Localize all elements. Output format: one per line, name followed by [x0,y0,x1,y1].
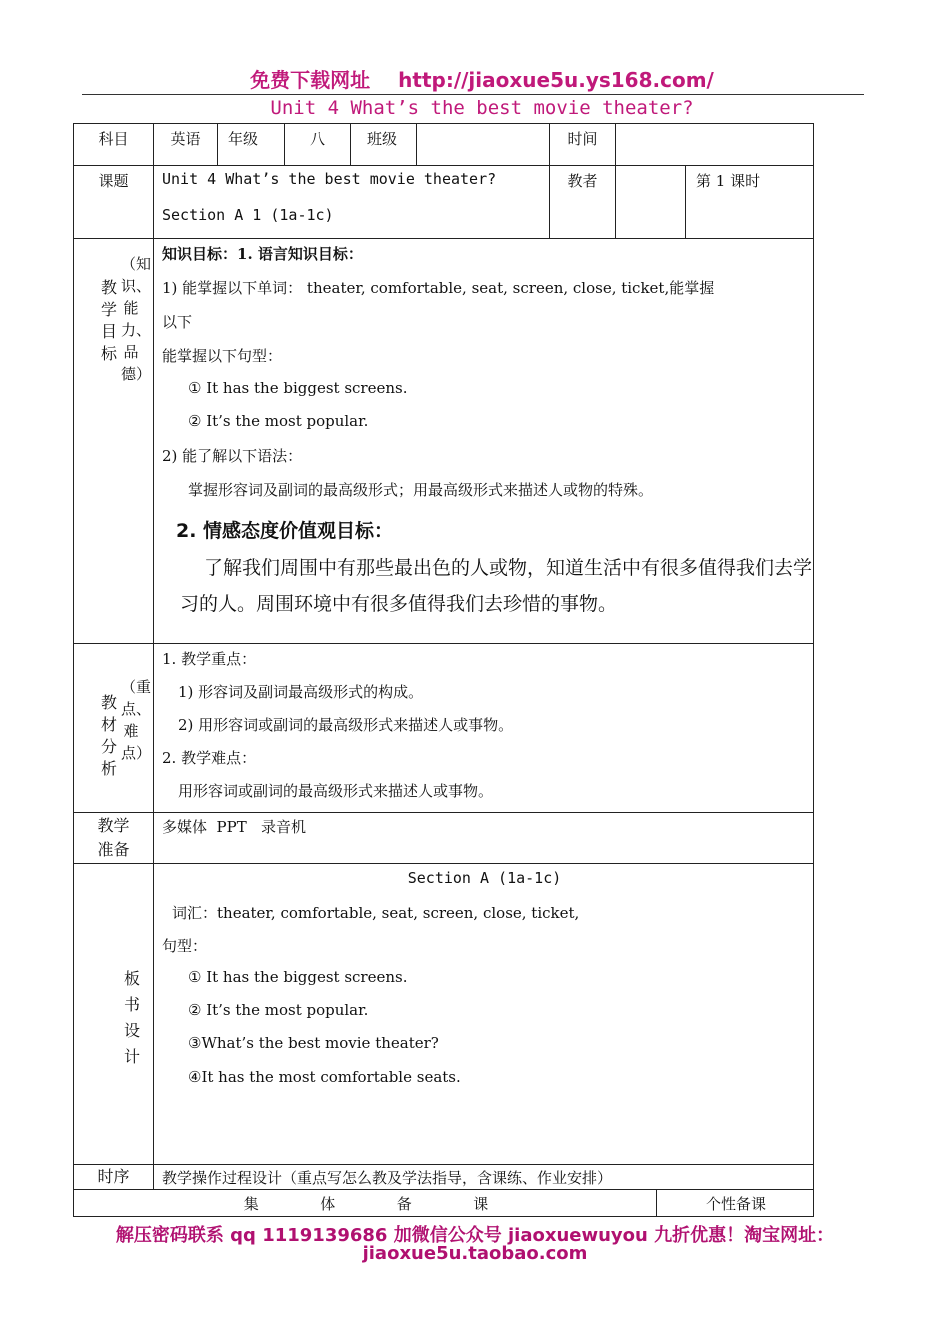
objectives-grammar-intro: 2) 能了解以下语法： [162,447,303,465]
board-sentence-3: ③What’s the best movie theater? [188,1034,439,1052]
footer-shop-link[interactable]: jiaoxue5u.taobao.com [362,1243,588,1264]
subject-value-cell [153,123,218,166]
prep-label-line-2: 准备 [97,840,130,859]
prep-label-cell [73,812,154,864]
emotion-line-2: 习的人。周围环境中有很多值得我们去珍惜的事物。 [180,593,618,615]
subject-label: 科目 [98,130,129,148]
grade-value: 八 [309,130,325,148]
analysis-label-main: 教材分析 [100,693,117,778]
board-title: Section A (1a-1c) [407,869,562,887]
board-sentence-intro: 句型： [162,937,208,955]
objectives-grammar-text: 掌握形容词及副词的最高级形式；用最高级形式来描述人或物的特殊。 [188,481,654,499]
sequence-value: 教学操作过程设计（重点写怎么教及学法指导，含课练、作业安排） [162,1169,613,1187]
personal-prep-cell [656,1189,814,1217]
topic-label-cell [73,165,154,239]
emotion-line-1: 了解我们周围中有那些最出色的人或物，知道生活中有很多值得我们去学 [204,557,813,579]
class-label-cell [350,123,417,166]
board-sentence-4: ④It has the most comfortable seats. [188,1068,461,1086]
sequence-label-cell [73,1164,154,1190]
collective-prep-label: 集 体 备 课 [243,1195,489,1213]
board-label: 板书设计 [123,969,140,1066]
board-label-cell [73,863,154,1165]
objectives-label-sub: （知识、能力、品德） [121,255,152,383]
board-sentence-1: ① It has the biggest screens. [188,968,408,986]
grade-label-cell [217,123,285,166]
download-site-header [82,64,882,93]
objectives-sentence-2: ② It’s the most popular. [188,412,369,430]
footer-contact-line: 解压密码联系 qq 1119139686 加微信公众号 jiaoxuewuyou 九折优惠！淘宝网址： [115,1225,835,1246]
difficult-point-1: 用形容词或副词的最高级形式来描述人或事物。 [178,782,494,800]
time-label: 时间 [567,130,598,148]
subject-value: 英语 [170,130,201,148]
period-text: 第 1 课时 [696,172,761,190]
objectives-sentence-intro: 能掌握以下句型： [162,347,283,365]
objectives-label-main: 教学目标 [100,278,117,363]
analysis-label-sub: （重点、难点） [121,678,152,762]
teacher-label: 教者 [567,172,598,190]
topic-line-2: Section A 1 (1a-1c) [162,206,334,224]
sequence-value-cell [153,1164,814,1190]
period-cell [685,165,814,239]
key-points-heading: 1. 教学重点： [162,650,257,668]
grade-label: 年级 [228,130,259,148]
objectives-content-cell [153,238,814,644]
key-point-1: 1) 形容词及副词最高级形式的构成。 [178,683,424,701]
prep-value: 多媒体 PPT 录音机 [162,818,307,836]
header-rule [82,94,864,95]
sequence-label: 时序 [97,1167,130,1186]
site-url-link[interactable]: http://jiaoxue5u.ys168.com/ [398,68,714,92]
board-vocab: 词汇：theater, comfortable, seat, screen, close, ticket, [172,904,580,922]
emotion-heading: 2. 情感态度价值观目标： [176,520,394,542]
topic-label: 课题 [98,172,129,190]
grade-value-cell [284,123,351,166]
topic-value-cell [153,165,550,239]
key-point-2: 2) 用形容词或副词的最高级形式来描述人或事物。 [178,716,514,734]
class-value-cell [416,123,550,166]
objectives-vocab-line: 1) 能掌握以下单词： theater, comfortable, seat, screen, close, ticket,能掌握 [162,279,715,297]
topic-line-1: Unit 4 What’s the best movie theater? [162,170,497,188]
document-title: Unit 4 What’s the best movie theater? [270,97,694,119]
class-label: 班级 [367,130,398,148]
site-label: 免费下载网址 [250,68,371,92]
difficult-points-heading: 2. 教学难点： [162,749,257,767]
objectives-sentence-1: ① It has the biggest screens. [188,379,408,397]
subject-label-cell [73,123,154,166]
time-label-cell [549,123,616,166]
analysis-content-cell [153,643,814,813]
teacher-value-cell [615,165,686,239]
time-value-cell [615,123,814,166]
prep-value-cell [153,812,814,864]
analysis-label-cell [73,643,154,813]
board-sentence-2: ② It’s the most popular. [188,1001,369,1019]
personal-prep-label: 个性备课 [705,1195,766,1213]
objectives-vocab-cont: 以下 [162,313,193,331]
collective-prep-cell [73,1189,657,1217]
board-content-cell [153,863,814,1165]
objectives-heading: 知识目标：1. 语言知识目标： [162,245,363,263]
teacher-label-cell [549,165,616,239]
prep-label-line-1: 教学 [97,816,130,835]
objectives-label-cell [73,238,154,644]
